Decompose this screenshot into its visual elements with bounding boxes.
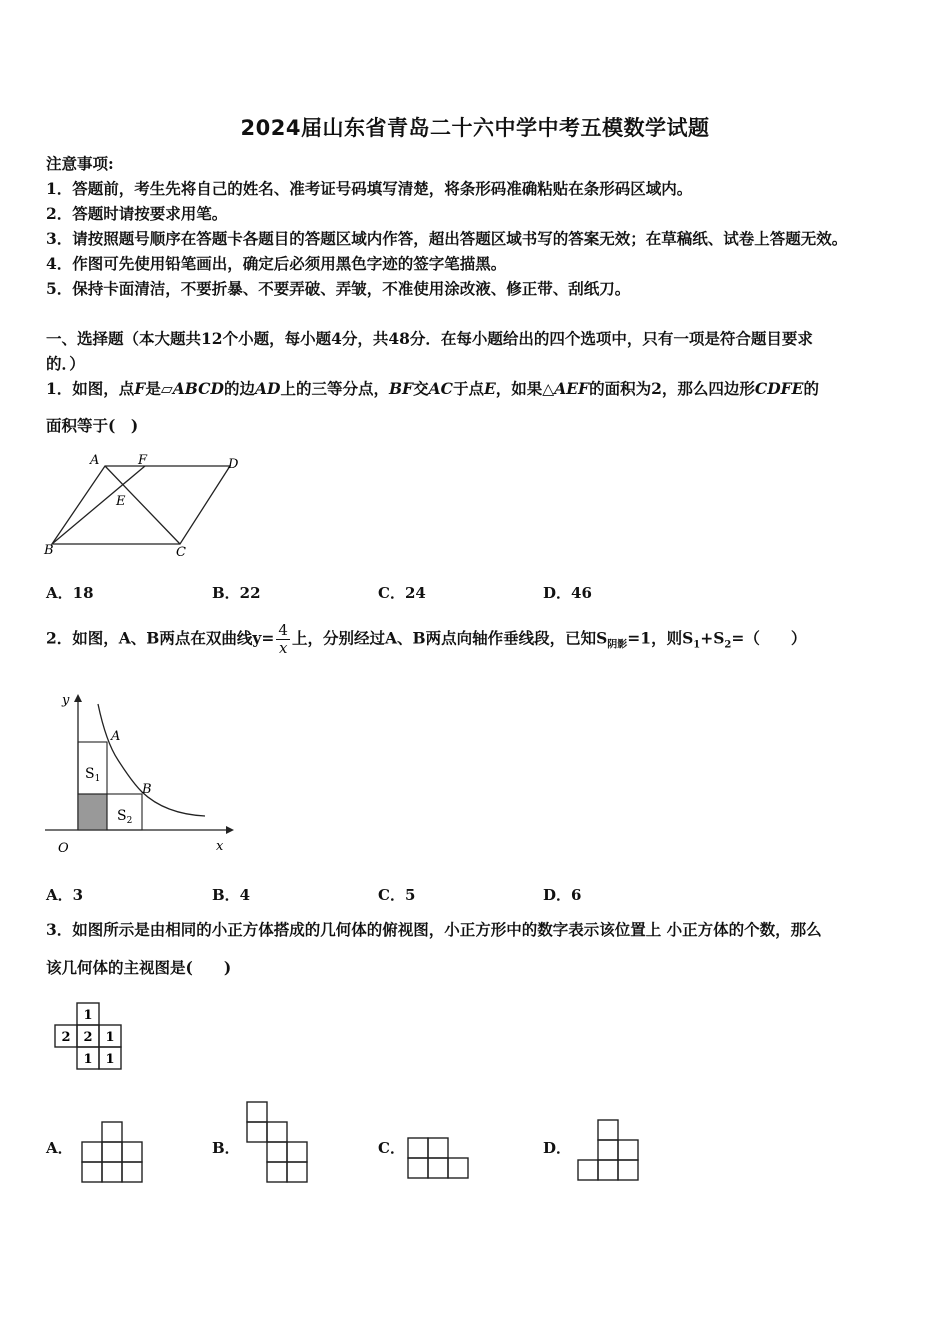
- q2-option-c[interactable]: C．5: [378, 886, 416, 904]
- q2-option-a[interactable]: A．3: [46, 886, 84, 904]
- q3-option-d[interactable]: D．: [543, 1139, 572, 1157]
- section-header-line2: 的．）: [46, 354, 85, 373]
- notice-item-1: 1．答题前，考生先将自己的姓名、准考证号码填写清楚，将条形码准确粘贴在条形码区域内。: [46, 179, 693, 198]
- q2-fraction: $\frac{4}{x}$: [278, 621, 288, 657]
- notice-item-5: 5．保持卡面清洁，不要折暴、不要弄破、弄皱，不准使用涂改液、修正带、刮纸刀。: [46, 279, 631, 298]
- q3-grid-r3c2: 1: [83, 1052, 93, 1067]
- q1-option-d[interactable]: D．46: [543, 584, 592, 602]
- q1-stem-line2: 面积等于( ): [46, 416, 139, 435]
- q3-option-c-figure[interactable]: [406, 1136, 476, 1184]
- q3-option-b[interactable]: B．: [212, 1139, 240, 1157]
- q3-grid-r2c3: 1: [105, 1030, 115, 1045]
- q3-option-a-figure[interactable]: [80, 1120, 146, 1186]
- q1-label-C: C: [176, 545, 186, 560]
- q3-option-c[interactable]: C．: [378, 1139, 405, 1157]
- q1-parallelogram-figure: [40, 450, 250, 565]
- q1-stem-line1: 1．如图，点F是▱ABCD的边AD上的三等分点，BF交AC于点E，如果△AEF的面积为2，那么四边形CDFE的: [46, 379, 819, 398]
- q3-option-a[interactable]: A．: [46, 1139, 73, 1157]
- q2-option-b[interactable]: B．4: [212, 886, 251, 904]
- q3-grid-r3c3: 1: [105, 1052, 115, 1067]
- q2-label-B: B: [142, 782, 152, 797]
- q3-option-b-figure[interactable]: [245, 1100, 311, 1186]
- q1-option-b[interactable]: B．22: [212, 584, 261, 602]
- q3-grid-r2c1: 2: [61, 1030, 71, 1045]
- q1-label-B: B: [44, 543, 54, 558]
- page-title: 2024届山东省青岛二十六中学中考五模数学试题: [240, 116, 710, 140]
- q1-option-a[interactable]: A．18: [46, 584, 94, 602]
- q3-top-view-grid: [50, 1000, 130, 1075]
- q2-stem: 2．如图，A、B两点在双曲线y= $\frac{4}{x}$ 上，分别经过A、B两点向轴作垂线段，已知$S_{阴影}=1$，则$S_1+S_2=$（ ）: [46, 621, 807, 657]
- q3-grid-r2c2: 2: [83, 1030, 93, 1045]
- q2-label-s2: $S_2$: [117, 808, 133, 826]
- q1-option-c[interactable]: C．24: [378, 584, 426, 602]
- section-header-line1: 一、选择题（本大题共12个小题，每小题4分，共48分．在每小题给出的四个选项中，只有一项是符合题目要求: [46, 329, 813, 348]
- notice-item-4: 4．作图可先使用铅笔画出，确定后必须用黑色字迹的签字笔描黑。: [46, 254, 507, 273]
- q1-label-A: A: [90, 453, 100, 468]
- notice-item-2: 2．答题时请按要求用笔。: [46, 204, 228, 223]
- q3-grid-r1c2: 1: [83, 1008, 93, 1023]
- q3-option-d-figure[interactable]: [576, 1118, 644, 1186]
- q3-stem-line1: 3．如图所示是由相同的小正方体搭成的几何体的俯视图，小正方形中的数字表示该位置上 小正方体的个数，那么: [46, 920, 822, 939]
- q1-label-F: F: [138, 453, 148, 468]
- notice-heading: 注意事项:: [46, 154, 114, 173]
- q2-hyperbola-figure: [40, 690, 240, 860]
- q1-label-D: D: [228, 457, 239, 472]
- q2-option-d[interactable]: D．6: [543, 886, 582, 904]
- q2-label-s1: $S_1$: [85, 766, 101, 784]
- q2-label-A: A: [111, 729, 121, 744]
- notice-item-3: 3．请按照题号顺序在答题卡各题目的答题区域内作答，超出答题区域书写的答案无效；在草稿纸、试卷上答题无效。: [46, 229, 848, 248]
- q1-label-E: E: [116, 494, 126, 509]
- q2-label-x: x: [216, 839, 224, 854]
- q2-label-y: y: [62, 693, 70, 708]
- q3-stem-line2: 该几何体的主视图是( ): [46, 958, 232, 977]
- q2-label-O: O: [58, 841, 69, 856]
